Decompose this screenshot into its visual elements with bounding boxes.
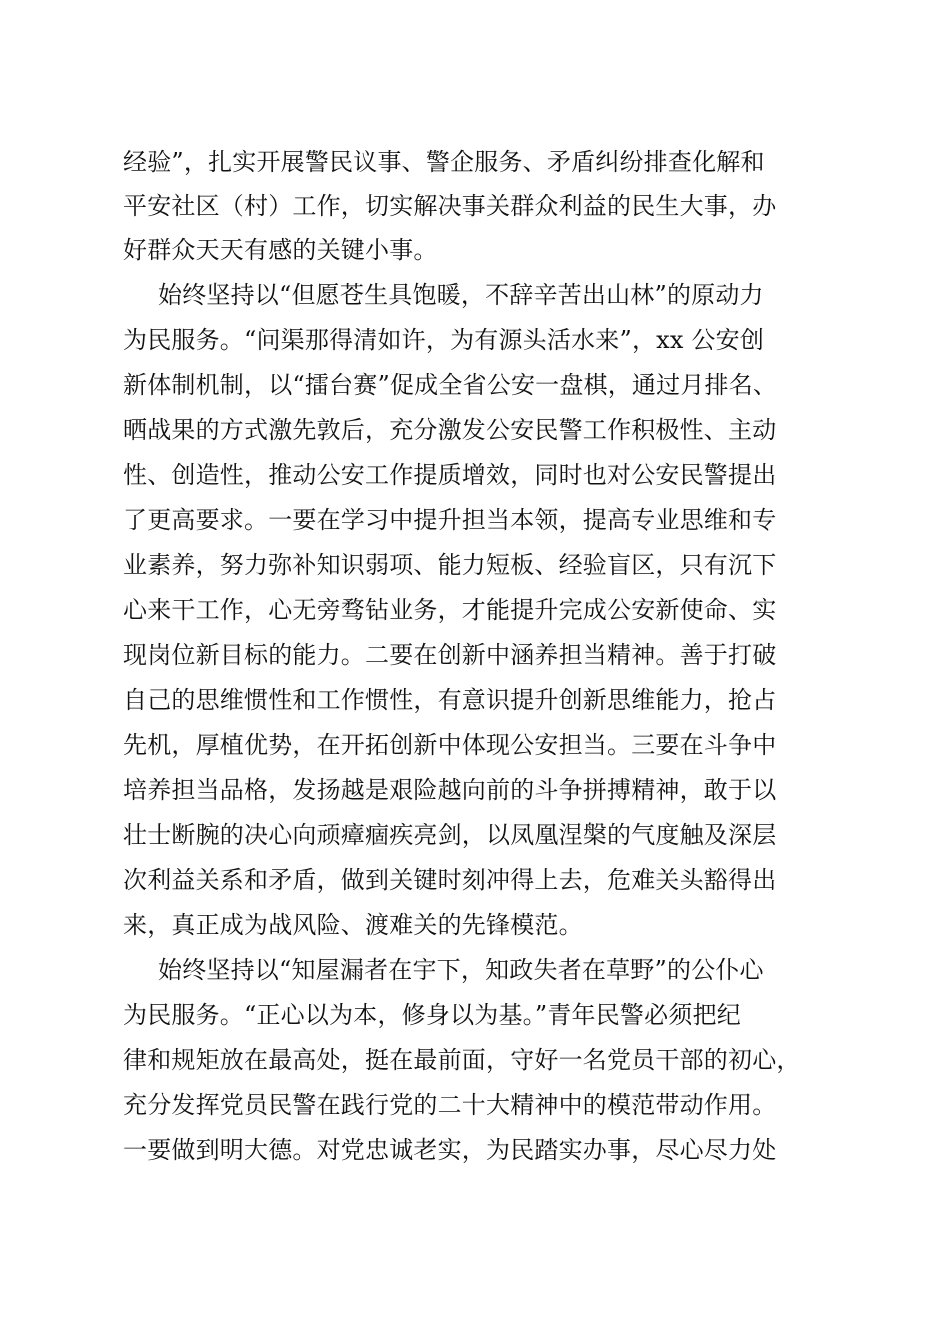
text-line: 为民服务。“正心以为本，修身以为基。”青年民警必须把纪 bbox=[123, 1001, 741, 1029]
text-line: 自己的思维惯性和工作惯性，有意识提升创新思维能力，抢占 bbox=[123, 686, 777, 714]
text-line: 律和规矩放在最高处，挺在最前面，守好一名党员干部的初心， bbox=[123, 1046, 801, 1074]
text-line: 业素养，努力弥补知识弱项、能力短板、经验盲区，只有沉下 bbox=[123, 551, 777, 579]
text-line: 充分发挥党员民警在践行党的二十大精神中的模范带动作用。 bbox=[123, 1091, 777, 1119]
text-line: 培养担当品格，发扬越是艰险越向前的斗争拼搏精神，敢于以 bbox=[123, 776, 777, 804]
paragraph-start-line: 始终坚持以“但愿苍生具饱暖，不辞辛苦出山林”的原动力 bbox=[158, 281, 764, 309]
text-line: 性、创造性，推动公安工作提质增效，同时也对公安民警提出 bbox=[123, 461, 777, 489]
text-line: 心来干工作，心无旁骛钻业务，才能提升完成公安新使命、实 bbox=[123, 596, 777, 624]
text-line: 来，真正成为战风险、渡难关的先锋模范。 bbox=[123, 911, 583, 939]
text-line: 为民服务。“问渠那得清如许，为有源头活水来”，xx 公安创 bbox=[123, 326, 765, 354]
text-line: 好群众天天有感的关键小事。 bbox=[123, 236, 438, 264]
text-line: 平安社区（村）工作，切实解决事关群众利益的民生大事，办 bbox=[123, 192, 777, 220]
text-line: 壮士断腕的决心向顽瘴痼疾亮剑，以凤凰涅槃的气度触及深层 bbox=[123, 821, 777, 849]
text-line: 经验”，扎实开展警民议事、警企服务、矛盾纠纷排查化解和 bbox=[123, 148, 765, 176]
text-line: 一要做到明大德。对党忠诚老实，为民踏实办事，尽心尽力处 bbox=[123, 1136, 777, 1164]
text-line: 了更高要求。一要在学习中提升担当本领，提高专业思维和专 bbox=[123, 506, 777, 534]
text-line: 新体制机制，以“擂台赛”促成全省公安一盘棋，通过月排名、 bbox=[123, 371, 778, 399]
paragraph-start-line: 始终坚持以“知屋漏者在宇下，知政失者在草野”的公仆心 bbox=[158, 956, 764, 984]
text-line: 晒战果的方式激先敦后，充分激发公安民警工作积极性、主动 bbox=[123, 416, 777, 444]
text-line: 现岗位新目标的能力。二要在创新中涵养担当精神。善于打破 bbox=[123, 641, 777, 669]
text-line: 次利益关系和矛盾，做到关键时刻冲得上去，危难关头豁得出 bbox=[123, 866, 777, 894]
text-line: 先机，厚植优势，在开拓创新中体现公安担当。三要在斗争中 bbox=[123, 731, 777, 759]
